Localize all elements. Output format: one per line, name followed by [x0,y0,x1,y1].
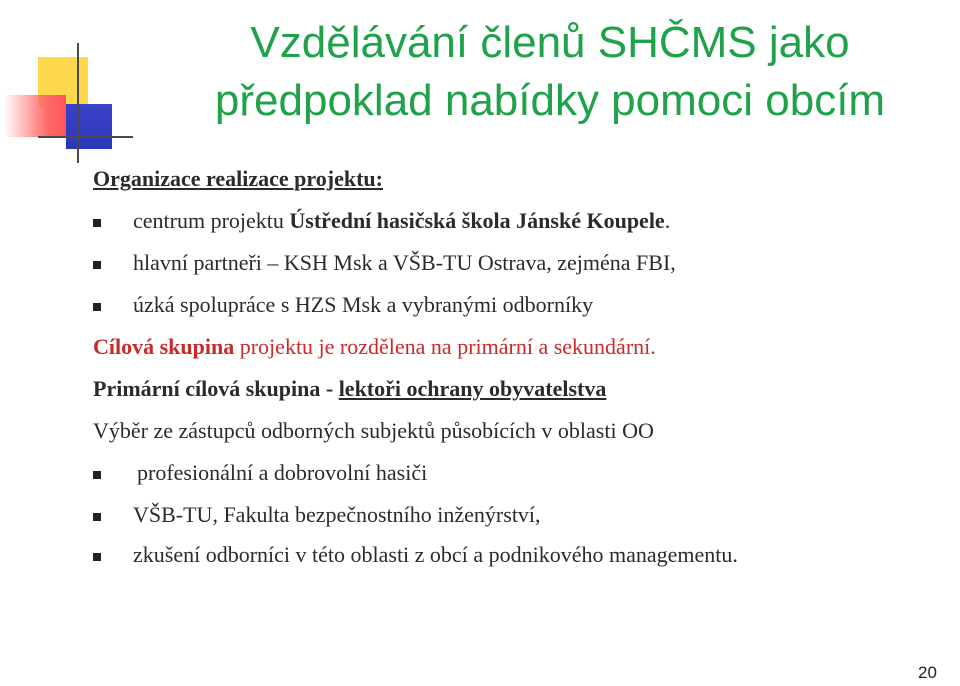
primary-group-underlined: lektoři ochrany obyvatelstva [338,376,607,401]
bullet-icon [93,303,101,311]
title-line-1: Vzdělávání členů SHČMS jako [250,18,850,67]
primary-group-line [93,376,606,402]
bullet-icon [93,553,101,561]
bullet-text: VŠB-TU, Fakulta bezpečnostního inženýrství, [133,502,541,527]
selection-line: Výběr ze zástupců odborných subjektů působících v oblasti OO [93,418,654,443]
bullet-text-bold: Ústřední hasičská škola Jánské Koupele [289,208,665,233]
bullet-text-pre: centrum projektu [133,208,290,233]
bullet-text [133,208,670,234]
target-group-mid: projektu je rozdělena na [234,334,458,359]
bullet-icon [93,471,101,479]
bullet-text-post: . [664,208,671,233]
vertical-line [77,43,79,163]
horizontal-line [38,136,133,138]
red-square [4,95,66,137]
target-group-line [93,334,656,360]
blue-square [66,104,112,149]
title-line-2: předpoklad nabídky pomoci obcím [214,76,886,125]
target-group-end: primární a sekundární. [457,334,656,359]
target-group-bold: Cílová skupina [93,334,235,359]
bullet-icon [93,219,101,227]
bullet-text: profesionální a dobrovolní hasiči [137,460,428,485]
bullet-text: zkušení odborníci v této oblasti z obcí a podnikového managementu. [133,542,738,567]
bullet-icon [93,261,101,269]
bullet-text: hlavní partneři – KSH Msk a VŠB-TU Ostrava, zejména FBI, [133,250,676,275]
bullet-text: úzká spolupráce s HZS Msk a vybranými odborníky [133,292,594,317]
bullet-icon [93,513,101,521]
decorative-squares [0,0,140,170]
slide-title [150,14,950,130]
section-heading: Organizace realizace projektu: [93,166,383,191]
primary-group-label: Primární cílová skupina - [93,376,339,401]
page-number: 20 [918,663,937,682]
